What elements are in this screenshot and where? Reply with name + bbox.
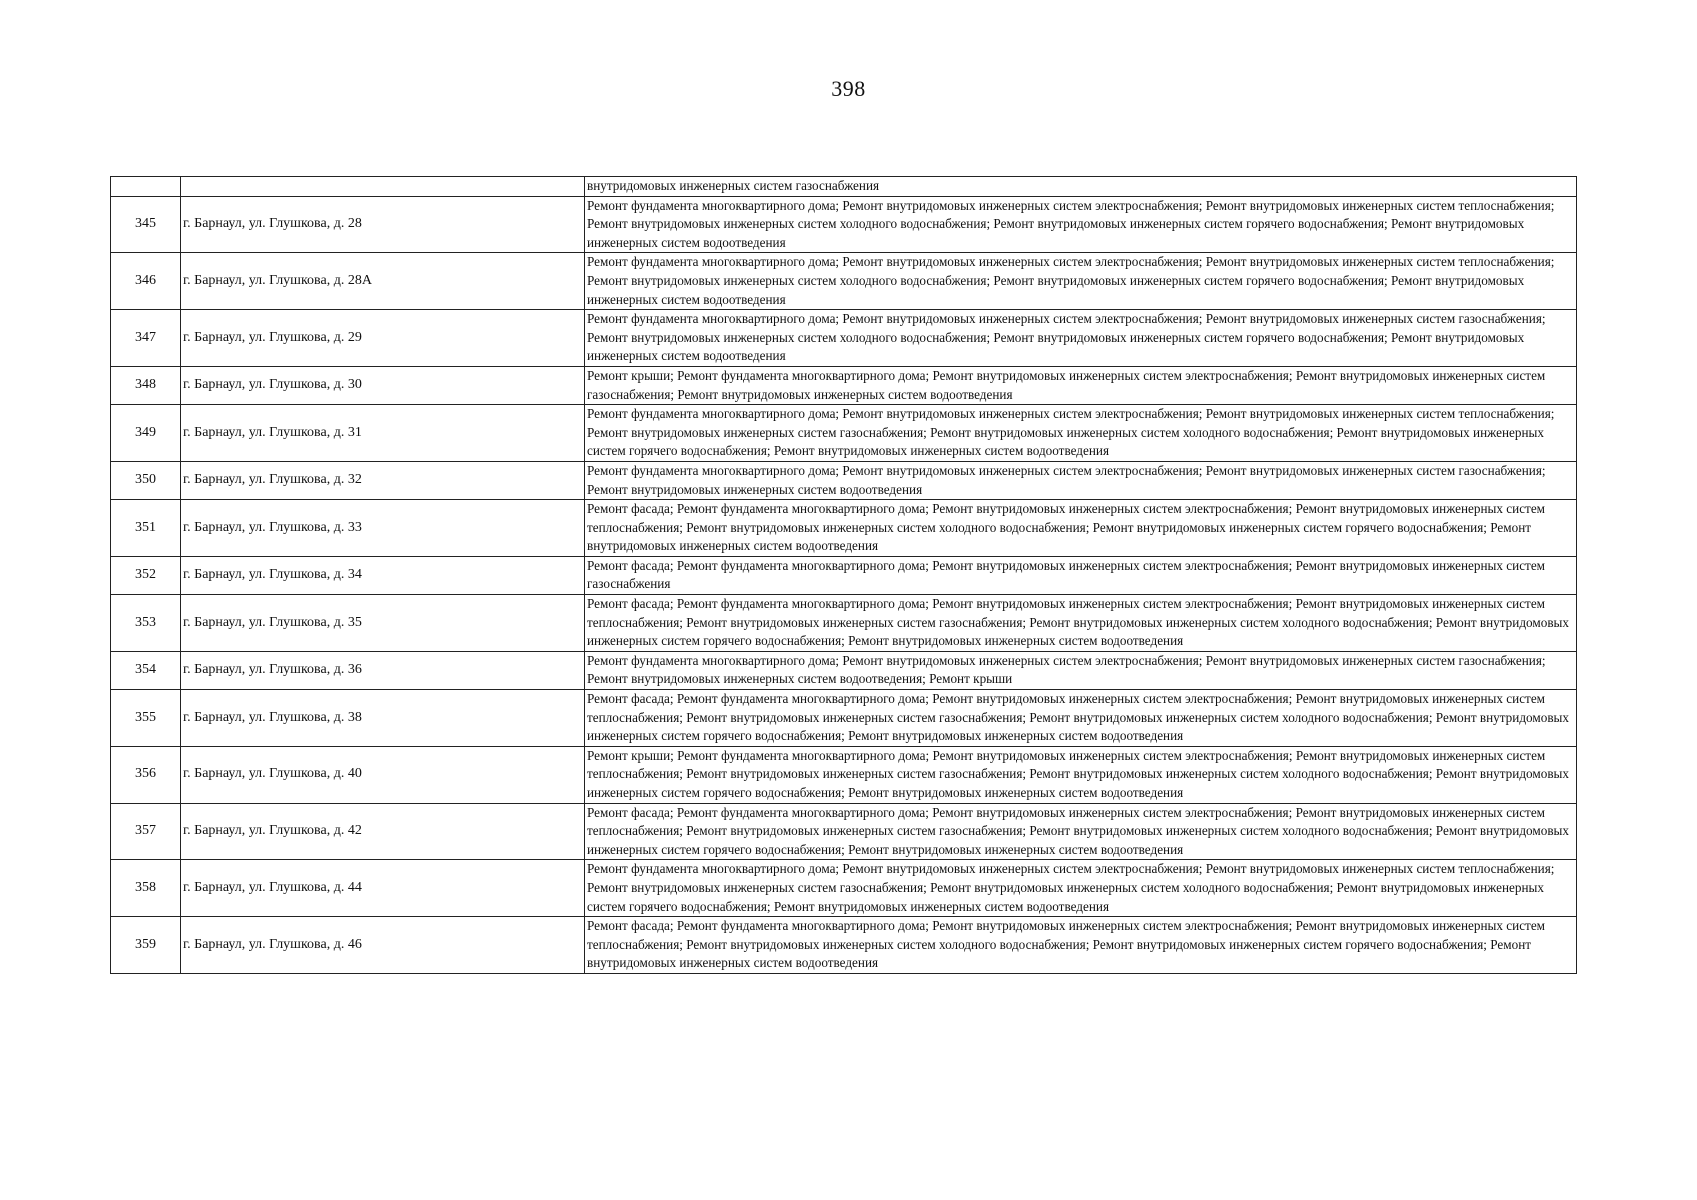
works-cell: Ремонт фасада; Ремонт фундамента многоквартирного дома; Ремонт внутридомовых инженерных систем электроснабжения; Ремонт внутридомовых инженерных систем теплоснабжения; Ремонт внутридомовых инженерных систем холодного водоснабжения; Ремонт внутридомовых инженерных систем горячего водоснабжения; Ремонт внутридомовых инженерных систем водоотведения — [585, 917, 1577, 974]
works-cell: Ремонт фасада; Ремонт фундамента многоквартирного дома; Ремонт внутридомовых инженерных систем электроснабжения; Ремонт внутридомовых инженерных систем теплоснабжения; Ремонт внутридомовых инженерных систем газоснабжения; Ремонт внутридомовых инженерных систем холодного водоснабжения; Ремонт внутридомовых инженерных систем горячего водоснабжения; Ремонт внутридомовых инженерных систем водоотведения — [585, 595, 1577, 652]
table-row — [111, 917, 1577, 974]
address-cell: г. Барнаул, ул. Глушкова, д. 29 — [181, 310, 585, 367]
table-row — [111, 366, 1577, 404]
works-cell: Ремонт крыши; Ремонт фундамента многоквартирного дома; Ремонт внутридомовых инженерных систем электроснабжения; Ремонт внутридомовых инженерных систем теплоснабжения; Ремонт внутридомовых инженерных систем газоснабжения; Ремонт внутридомовых инженерных систем холодного водоснабжения; Ремонт внутридомовых инженерных систем горячего водоснабжения; Ремонт внутридомовых инженерных систем водоотведения — [585, 746, 1577, 803]
row-number-cell: 358 — [111, 860, 181, 917]
address-cell: г. Барнаул, ул. Глушкова, д. 44 — [181, 860, 585, 917]
works-cell: Ремонт фундамента многоквартирного дома; Ремонт внутридомовых инженерных систем электроснабжения; Ремонт внутридомовых инженерных систем теплоснабжения; Ремонт внутридомовых инженерных систем холодного водоснабжения; Ремонт внутридомовых инженерных систем горячего водоснабжения; Ремонт внутридомовых инженерных систем водоотведения — [585, 196, 1577, 253]
row-number-cell: 347 — [111, 310, 181, 367]
address-cell: г. Барнаул, ул. Глушкова, д. 46 — [181, 917, 585, 974]
address-cell: г. Барнаул, ул. Глушкова, д. 35 — [181, 595, 585, 652]
works-cell: Ремонт фундамента многоквартирного дома; Ремонт внутридомовых инженерных систем электроснабжения; Ремонт внутридомовых инженерных систем теплоснабжения; Ремонт внутридомовых инженерных систем газоснабжения; Ремонт внутридомовых инженерных систем холодного водоснабжения; Ремонт внутридомовых инженерных систем горячего водоснабжения; Ремонт внутридомовых инженерных систем водоотведения — [585, 860, 1577, 917]
works-cell: Ремонт фундамента многоквартирного дома; Ремонт внутридомовых инженерных систем электроснабжения; Ремонт внутридомовых инженерных систем теплоснабжения; Ремонт внутридомовых инженерных систем газоснабжения; Ремонт внутридомовых инженерных систем холодного водоснабжения; Ремонт внутридомовых инженерных систем горячего водоснабжения; Ремонт внутридомовых инженерных систем водоотведения — [585, 405, 1577, 462]
address-cell: г. Барнаул, ул. Глушкова, д. 31 — [181, 405, 585, 462]
works-cell: Ремонт крыши; Ремонт фундамента многоквартирного дома; Ремонт внутридомовых инженерных систем электроснабжения; Ремонт внутридомовых инженерных систем газоснабжения; Ремонт внутридомовых инженерных систем водоотведения — [585, 366, 1577, 404]
address-cell: г. Барнаул, ул. Глушкова, д. 42 — [181, 803, 585, 860]
page-number: 398 — [831, 76, 866, 101]
table-row — [111, 860, 1577, 917]
table-row-continuation — [111, 177, 1577, 197]
works-cell: Ремонт фундамента многоквартирного дома; Ремонт внутридомовых инженерных систем электроснабжения; Ремонт внутридомовых инженерных систем газоснабжения; Ремонт внутридомовых инженерных систем водоотведения; Ремонт крыши — [585, 651, 1577, 689]
table-body — [111, 177, 1577, 974]
row-number-cell: 352 — [111, 556, 181, 594]
address-cell: г. Барнаул, ул. Глушкова, д. 28А — [181, 253, 585, 310]
row-number-cell: 348 — [111, 366, 181, 404]
table-row — [111, 803, 1577, 860]
works-cell: Ремонт фасада; Ремонт фундамента многоквартирного дома; Ремонт внутридомовых инженерных систем электроснабжения; Ремонт внутридомовых инженерных систем теплоснабжения; Ремонт внутридомовых инженерных систем газоснабжения; Ремонт внутридомовых инженерных систем холодного водоснабжения; Ремонт внутридомовых инженерных систем горячего водоснабжения; Ремонт внутридомовых инженерных систем водоотведения — [585, 803, 1577, 860]
address-cell: г. Барнаул, ул. Глушкова, д. 34 — [181, 556, 585, 594]
row-number-cell: 356 — [111, 746, 181, 803]
works-cell: Ремонт фундамента многоквартирного дома; Ремонт внутридомовых инженерных систем электроснабжения; Ремонт внутридомовых инженерных систем газоснабжения; Ремонт внутридомовых инженерных систем холодного водоснабжения; Ремонт внутридомовых инженерных систем горячего водоснабжения; Ремонт внутридомовых инженерных систем водоотведения — [585, 310, 1577, 367]
works-cell: Ремонт фасада; Ремонт фундамента многоквартирного дома; Ремонт внутридомовых инженерных систем электроснабжения; Ремонт внутридомовых инженерных систем теплоснабжения; Ремонт внутридомовых инженерных систем газоснабжения; Ремонт внутридомовых инженерных систем холодного водоснабжения; Ремонт внутридомовых инженерных систем горячего водоснабжения; Ремонт внутридомовых инженерных систем водоотведения — [585, 690, 1577, 747]
works-cell: Ремонт фундамента многоквартирного дома; Ремонт внутридомовых инженерных систем электроснабжения; Ремонт внутридомовых инженерных систем газоснабжения; Ремонт внутридомовых инженерных систем водоотведения — [585, 461, 1577, 499]
address-cell: г. Барнаул, ул. Глушкова, д. 38 — [181, 690, 585, 747]
works-cell: Ремонт фасада; Ремонт фундамента многоквартирного дома; Ремонт внутридомовых инженерных систем электроснабжения; Ремонт внутридомовых инженерных систем газоснабжения — [585, 556, 1577, 594]
row-number-cell: 359 — [111, 917, 181, 974]
works-cell: внутридомовых инженерных систем газоснабжения — [585, 177, 1577, 197]
row-number-cell: 351 — [111, 500, 181, 557]
row-number-cell: 355 — [111, 690, 181, 747]
row-number-cell: 354 — [111, 651, 181, 689]
address-cell: г. Барнаул, ул. Глушкова, д. 33 — [181, 500, 585, 557]
address-cell — [181, 177, 585, 197]
address-cell: г. Барнаул, ул. Глушкова, д. 32 — [181, 461, 585, 499]
works-cell: Ремонт фасада; Ремонт фундамента многоквартирного дома; Ремонт внутридомовых инженерных систем электроснабжения; Ремонт внутридомовых инженерных систем теплоснабжения; Ремонт внутридомовых инженерных систем холодного водоснабжения; Ремонт внутридомовых инженерных систем горячего водоснабжения; Ремонт внутридомовых инженерных систем водоотведения — [585, 500, 1577, 557]
table-row — [111, 405, 1577, 462]
table-row — [111, 310, 1577, 367]
row-number-cell: 349 — [111, 405, 181, 462]
row-number-cell: 345 — [111, 196, 181, 253]
row-number-cell: 350 — [111, 461, 181, 499]
table-row — [111, 651, 1577, 689]
table-row — [111, 461, 1577, 499]
address-cell: г. Барнаул, ул. Глушкова, д. 40 — [181, 746, 585, 803]
row-number-cell: 353 — [111, 595, 181, 652]
row-number-cell: 357 — [111, 803, 181, 860]
table-row — [111, 746, 1577, 803]
works-cell: Ремонт фундамента многоквартирного дома; Ремонт внутридомовых инженерных систем электроснабжения; Ремонт внутридомовых инженерных систем теплоснабжения; Ремонт внутридомовых инженерных систем холодного водоснабжения; Ремонт внутридомовых инженерных систем горячего водоснабжения; Ремонт внутридомовых инженерных систем водоотведения — [585, 253, 1577, 310]
address-cell: г. Барнаул, ул. Глушкова, д. 30 — [181, 366, 585, 404]
table-row — [111, 253, 1577, 310]
table-row — [111, 500, 1577, 557]
table-row — [111, 595, 1577, 652]
row-number-cell: 346 — [111, 253, 181, 310]
table-row — [111, 690, 1577, 747]
table-row — [111, 556, 1577, 594]
row-number-cell — [111, 177, 181, 197]
repair-works-table — [110, 176, 1577, 974]
table-row — [111, 196, 1577, 253]
address-cell: г. Барнаул, ул. Глушкова, д. 28 — [181, 196, 585, 253]
address-cell: г. Барнаул, ул. Глушкова, д. 36 — [181, 651, 585, 689]
